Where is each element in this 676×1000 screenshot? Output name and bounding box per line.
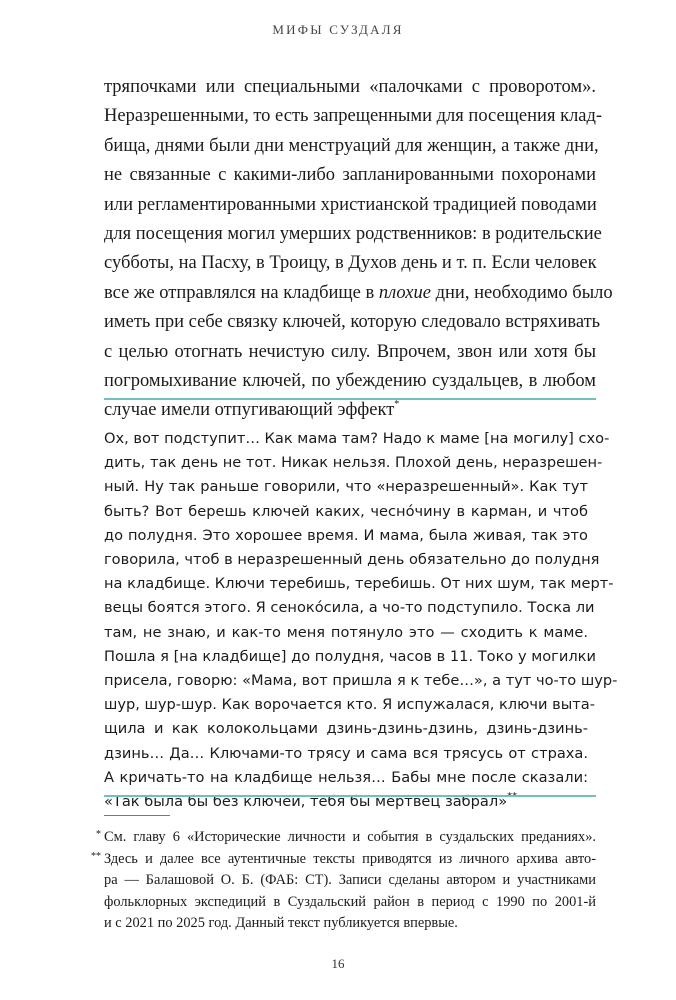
quote-line: присела, говорю: «Мама, вот пришла я к тебе…», а тут чо-то шур- — [104, 672, 618, 690]
quote-line: щила и как колокольцами дзинь-дзинь-дзинь, дзинь-дзинь- — [104, 720, 588, 738]
quote-line: вецы боятся этого. Я сенокóсила, а чо-то подступило. Тоска ли — [104, 599, 595, 617]
body-line: субботы, на Пасху, в Троицу, в Духов день и т. п. Если человек — [104, 253, 597, 274]
body-last-line — [104, 396, 596, 425]
body-line — [104, 279, 613, 308]
body-line: или регламентированными христианской традицией поводами — [104, 194, 597, 215]
footnote-mark: ** — [91, 850, 101, 862]
footnote-line: ра — Балашовой О. Б. (ФАБ: СТ). Записи сделаны автором и участниками — [104, 872, 596, 888]
body-line: не связанные с какими-либо запланированными похоронами — [104, 165, 596, 186]
interview-quote — [104, 427, 618, 814]
footnote-line: и с 2021 по 2025 год. Данный текст публикуется впервые. — [104, 915, 458, 931]
quote-line: шур, шур-шур. Как ворочается кто. Я испужалася, ключи выта- — [104, 696, 595, 714]
body-line: Неразрешенными, то есть запрещенными для посещения клад- — [104, 106, 603, 127]
body-text-run: все же отправлялся на кладбище в — [104, 282, 379, 303]
quote-line: на кладбище. Ключи теребишь, теребишь. От них шум, так мерт- — [104, 575, 614, 593]
running-header: МИФЫ СУЗДАЛЯ — [272, 22, 404, 37]
body-line: для посещения могил умерших родственников: в родительские — [104, 224, 602, 245]
quote-line: дить, так день не тот. Никак нельзя. Плохой день, неразрешен- — [104, 454, 603, 472]
body-line: бища, днями были дни менструаций для женщин, а также дни, — [104, 135, 599, 156]
quote-line: быть? Вот берешь ключей каких, чеснóчину в карман, и чтоб — [104, 502, 588, 520]
quote-line: говорила, чтоб в неразрешенный день обязательно до полудня — [104, 551, 600, 569]
footnote-reference: * — [394, 399, 400, 411]
main-paragraph — [104, 73, 613, 426]
quote-last-line — [104, 790, 588, 814]
footnote — [91, 849, 596, 935]
body-line: с целью отогнать нечистую силу. Впрочем, звон или хотя бы — [104, 341, 596, 362]
quote-text-run: «Так была бы без ключей, тебя бы мертвец забрал» — [104, 793, 508, 811]
footnote-line: См. главу 6 «Исторические личности и события в суздальских преданиях». — [104, 829, 596, 845]
page-number: 16 — [331, 956, 345, 971]
body-line: погромыхивание ключей, по убеждению суздальцев, в любом — [104, 371, 596, 392]
footnote-separator — [104, 815, 170, 816]
quote-line: дзинь… Да… Ключами-то трясу и сама вся трясусь от страха. — [104, 744, 588, 762]
quote-bottom-rule — [104, 795, 596, 797]
quote-line: Ох, вот подступит… Как мама там? Надо к маме [на могилу] схо- — [104, 430, 610, 447]
footnote-mark: * — [96, 829, 101, 840]
body-line: иметь при себе связку ключей, которую следовало встряхивать — [104, 312, 601, 333]
quote-line: там, не знаю, и как-то меня потянуло это — сходить к маме. — [104, 623, 588, 641]
footnote — [96, 827, 596, 849]
body-text-run: случае имели отпугивающий эффект — [104, 400, 395, 421]
quote-line: ный. Ну так раньше говорили, что «неразрешенный». Как тут — [104, 478, 588, 496]
quote-line: до полудня. Это хорошее время. И мама, была живая, так это — [104, 526, 588, 544]
footnote-line: Здесь и далее все аутентичные тексты приводятся из личного архива авто- — [104, 850, 596, 867]
footnote-reference: ** — [507, 791, 518, 803]
quote-top-rule — [104, 398, 596, 400]
quote-line: Пошла я [на кладбище] до полудня, часов в 11. Токо у могилки — [104, 647, 596, 665]
quote-line: А кричать-то на кладбище нельзя… Бабы мне после сказали: — [104, 768, 588, 786]
footnotes — [91, 827, 596, 935]
emphasis-word: плохие — [378, 282, 431, 303]
footnote-line: фольклорных экспедиций в Суздальский район в период с 1990 по 2001-й — [104, 893, 596, 910]
body-text-run: дни, необходимо было — [430, 282, 613, 303]
body-line: тряпочками или специальными «палочками с проворотом». — [104, 77, 596, 97]
